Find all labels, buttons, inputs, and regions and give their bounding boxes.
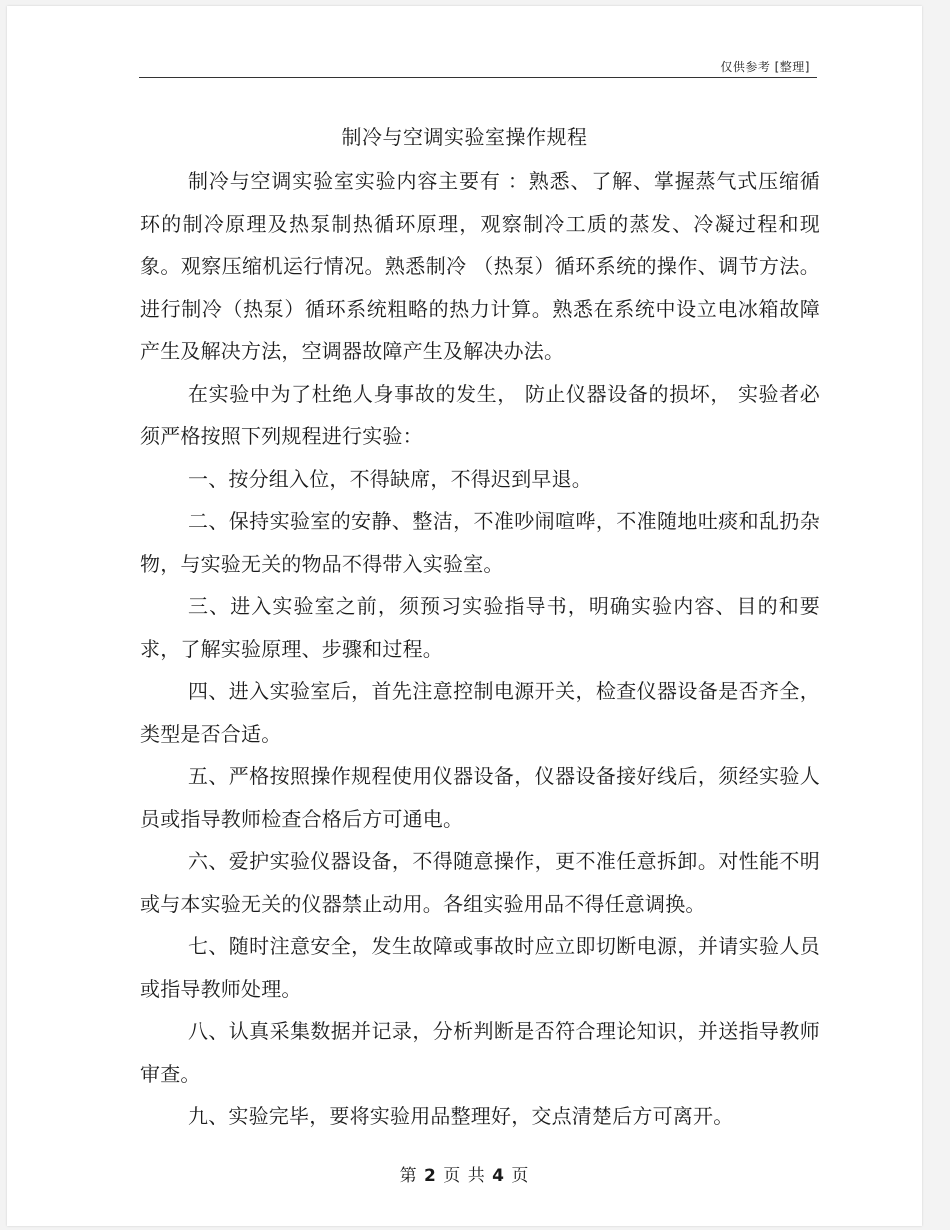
- rule-item-3: 三、进入实验室之前，须预习实验指导书，明确实验内容、目的和要求，了解实验原理、步骤和过程。: [140, 594, 820, 661]
- page-footer: [7, 1161, 922, 1186]
- total-page-count: 4: [492, 1166, 505, 1186]
- rule-item-6: 六、爱护实验仪器设备，不得随意操作，更不准任意拆卸。对性能不明或与本实验无关的仪器禁止动用。各组实验用品不得任意调换。: [140, 849, 820, 916]
- document-page: [7, 6, 922, 1226]
- rule-item-8: 八、认真采集数据并记录，分析判断是否符合理论知识，并送指导教师审查。: [140, 1019, 820, 1086]
- rule-item-5: 五、严格按照操作规程使用仪器设备，仪器设备接好线后，须经实验人员或指导教师检查合格后方可通电。: [140, 764, 820, 831]
- document-body: [140, 160, 820, 1138]
- current-page-number: 2: [424, 1166, 437, 1186]
- paragraph-intro: 制冷与空调实验室实验内容主要有 ：熟悉、了解、掌握蒸气式压缩循环的制冷原理及热泵制热循环原理，观察制冷工质的蒸发、冷凝过程和现象。观察压缩机运行情况。熟悉制冷 （热泵）循环系统的操作、调节方法。进行制冷（热泵）循环系统粗略的热力计算。熟悉在系统中设立电冰箱故障产生及解决方法，空调器故障产生及解决办法。: [140, 169, 820, 363]
- rule-item-2: 二、保持实验室的安静、整洁，不准吵闹喧哗，不准随地吐痰和乱扔杂物，与实验无关的物品不得带入实验室。: [140, 509, 820, 576]
- rule-item-7: 七、随时注意安全，发生故障或事故时应立即切断电源，并请实验人员或指导教师处理。: [140, 934, 820, 1001]
- rule-item-9: 九、实验完毕，要将实验用品整理好，交点清楚后方可离开。: [188, 1104, 734, 1128]
- header-note: 仅供参考 [整理]: [720, 60, 810, 74]
- rule-item-4: 四、进入实验室后，首先注意控制电源开关，检查仪器设备是否齐全，类型是否合适。: [140, 679, 820, 746]
- rule-item-1: 一、按分组入位，不得缺席，不得迟到早退。: [188, 466, 592, 491]
- paragraph-preamble: 在实验中为了杜绝人身事故的发生， 防止仪器设备的损坏， 实验者必须严格按照下列规程进行实验：: [140, 381, 820, 448]
- footer-suffix: 页: [511, 1166, 530, 1186]
- header-divider: [139, 77, 817, 78]
- document-title: 制冷与空调实验室操作规程: [341, 125, 588, 149]
- footer-prefix: 第: [399, 1166, 418, 1186]
- footer-middle: 页 共: [443, 1166, 486, 1186]
